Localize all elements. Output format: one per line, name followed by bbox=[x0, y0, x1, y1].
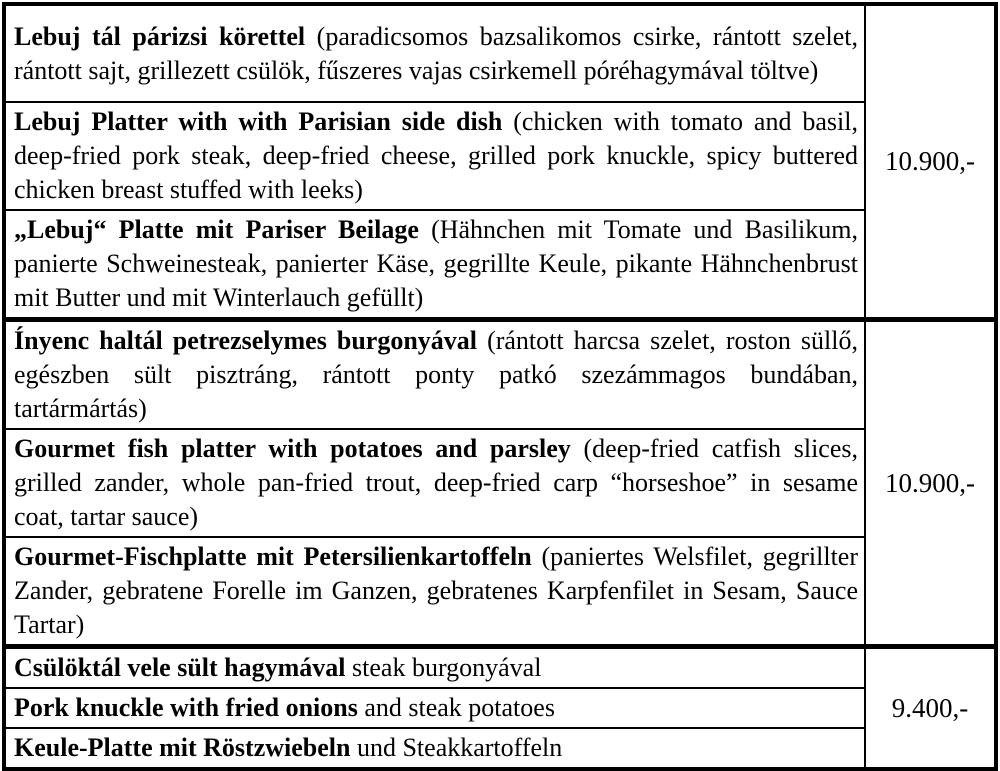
menu-item-cell-en bbox=[4, 688, 865, 728]
dish-name: „Lebuj“ Platte mit Pariser Beilage bbox=[14, 215, 419, 244]
menu-row bbox=[4, 429, 996, 537]
menu-item-cell-de bbox=[4, 728, 865, 769]
dish-description: (Hähnchen mit Tomate und Basilikum, panierte Schweinesteak, panierter Käse, gegrillte Keule, pikante Hähnchenbrust mit Butter und mit Winterlauch gefüllt) bbox=[14, 215, 858, 312]
menu-item-cell-en bbox=[4, 429, 865, 537]
menu-row bbox=[4, 4, 996, 102]
menu-table bbox=[2, 2, 998, 771]
menu-row bbox=[4, 647, 996, 689]
menu-row bbox=[4, 728, 996, 769]
menu-row bbox=[4, 320, 996, 430]
dish-name: Lebuj Platter with with Parisian side dish bbox=[14, 107, 503, 136]
dish-description: (rántott harcsa szelet, roston süllő, egészben sült pisztráng, rántott ponty patkó szezámmagos bundában, tartármártás) bbox=[14, 326, 858, 423]
menu-item-cell-de bbox=[4, 210, 865, 320]
dish-description: and steak potatoes bbox=[364, 693, 555, 722]
menu-row bbox=[4, 102, 996, 210]
menu-item-cell-hu bbox=[4, 320, 865, 430]
menu-item-cell-de bbox=[4, 537, 865, 647]
menu-item-cell-hu bbox=[4, 4, 865, 102]
dish-name: Csülöktál vele sült hagymával bbox=[14, 653, 346, 682]
dish-name: Gourmet fish platter with potatoes and parsley bbox=[14, 434, 571, 463]
menu-row bbox=[4, 210, 996, 320]
price-cell: 9.400,- bbox=[865, 647, 996, 770]
dish-description: (paradicsomos bazsalikomos csirke, rántott szelet, rántott sajt, grillezett csülök, fűszeres vajas csirkemell póréhagymával töltve) bbox=[14, 21, 858, 85]
dish-name: Pork knuckle with fried onions bbox=[14, 693, 358, 722]
menu-row bbox=[4, 688, 996, 728]
menu-item-cell-en bbox=[4, 102, 865, 210]
menu-row bbox=[4, 537, 996, 647]
dish-name: Keule-Platte mit Röstzwiebeln bbox=[14, 733, 351, 762]
dish-name: Ínyenc haltál petrezselymes burgonyával bbox=[14, 326, 478, 355]
menu-item-cell-hu bbox=[4, 647, 865, 689]
dish-description: und Steakkartoffeln bbox=[356, 733, 563, 762]
dish-description: (chicken with tomato and basil, deep-fried pork steak, deep-fried cheese, grilled pork knuckle, spicy buttered chicken breast stuffed with leeks) bbox=[14, 107, 858, 204]
dish-name: Gourmet-Fischplatte mit Petersilienkartoffeln bbox=[14, 542, 532, 571]
price-cell: 10.900,- bbox=[865, 4, 996, 320]
dish-description: (deep-fried catfish slices, grilled zander, whole pan-fried trout, deep-fried carp “horseshoe” in sesame coat, tartar sauce) bbox=[14, 434, 858, 531]
price-cell: 10.900,- bbox=[865, 320, 996, 647]
dish-name: Lebuj tál párizsi körettel bbox=[14, 21, 306, 51]
dish-description: steak burgonyával bbox=[352, 653, 542, 682]
dish-description: (paniertes Welsfilet, gegrillter Zander, gebratene Forelle im Ganzen, gebratenes Karpfenfilet in Sesam, Sauce Tartar) bbox=[14, 542, 858, 639]
